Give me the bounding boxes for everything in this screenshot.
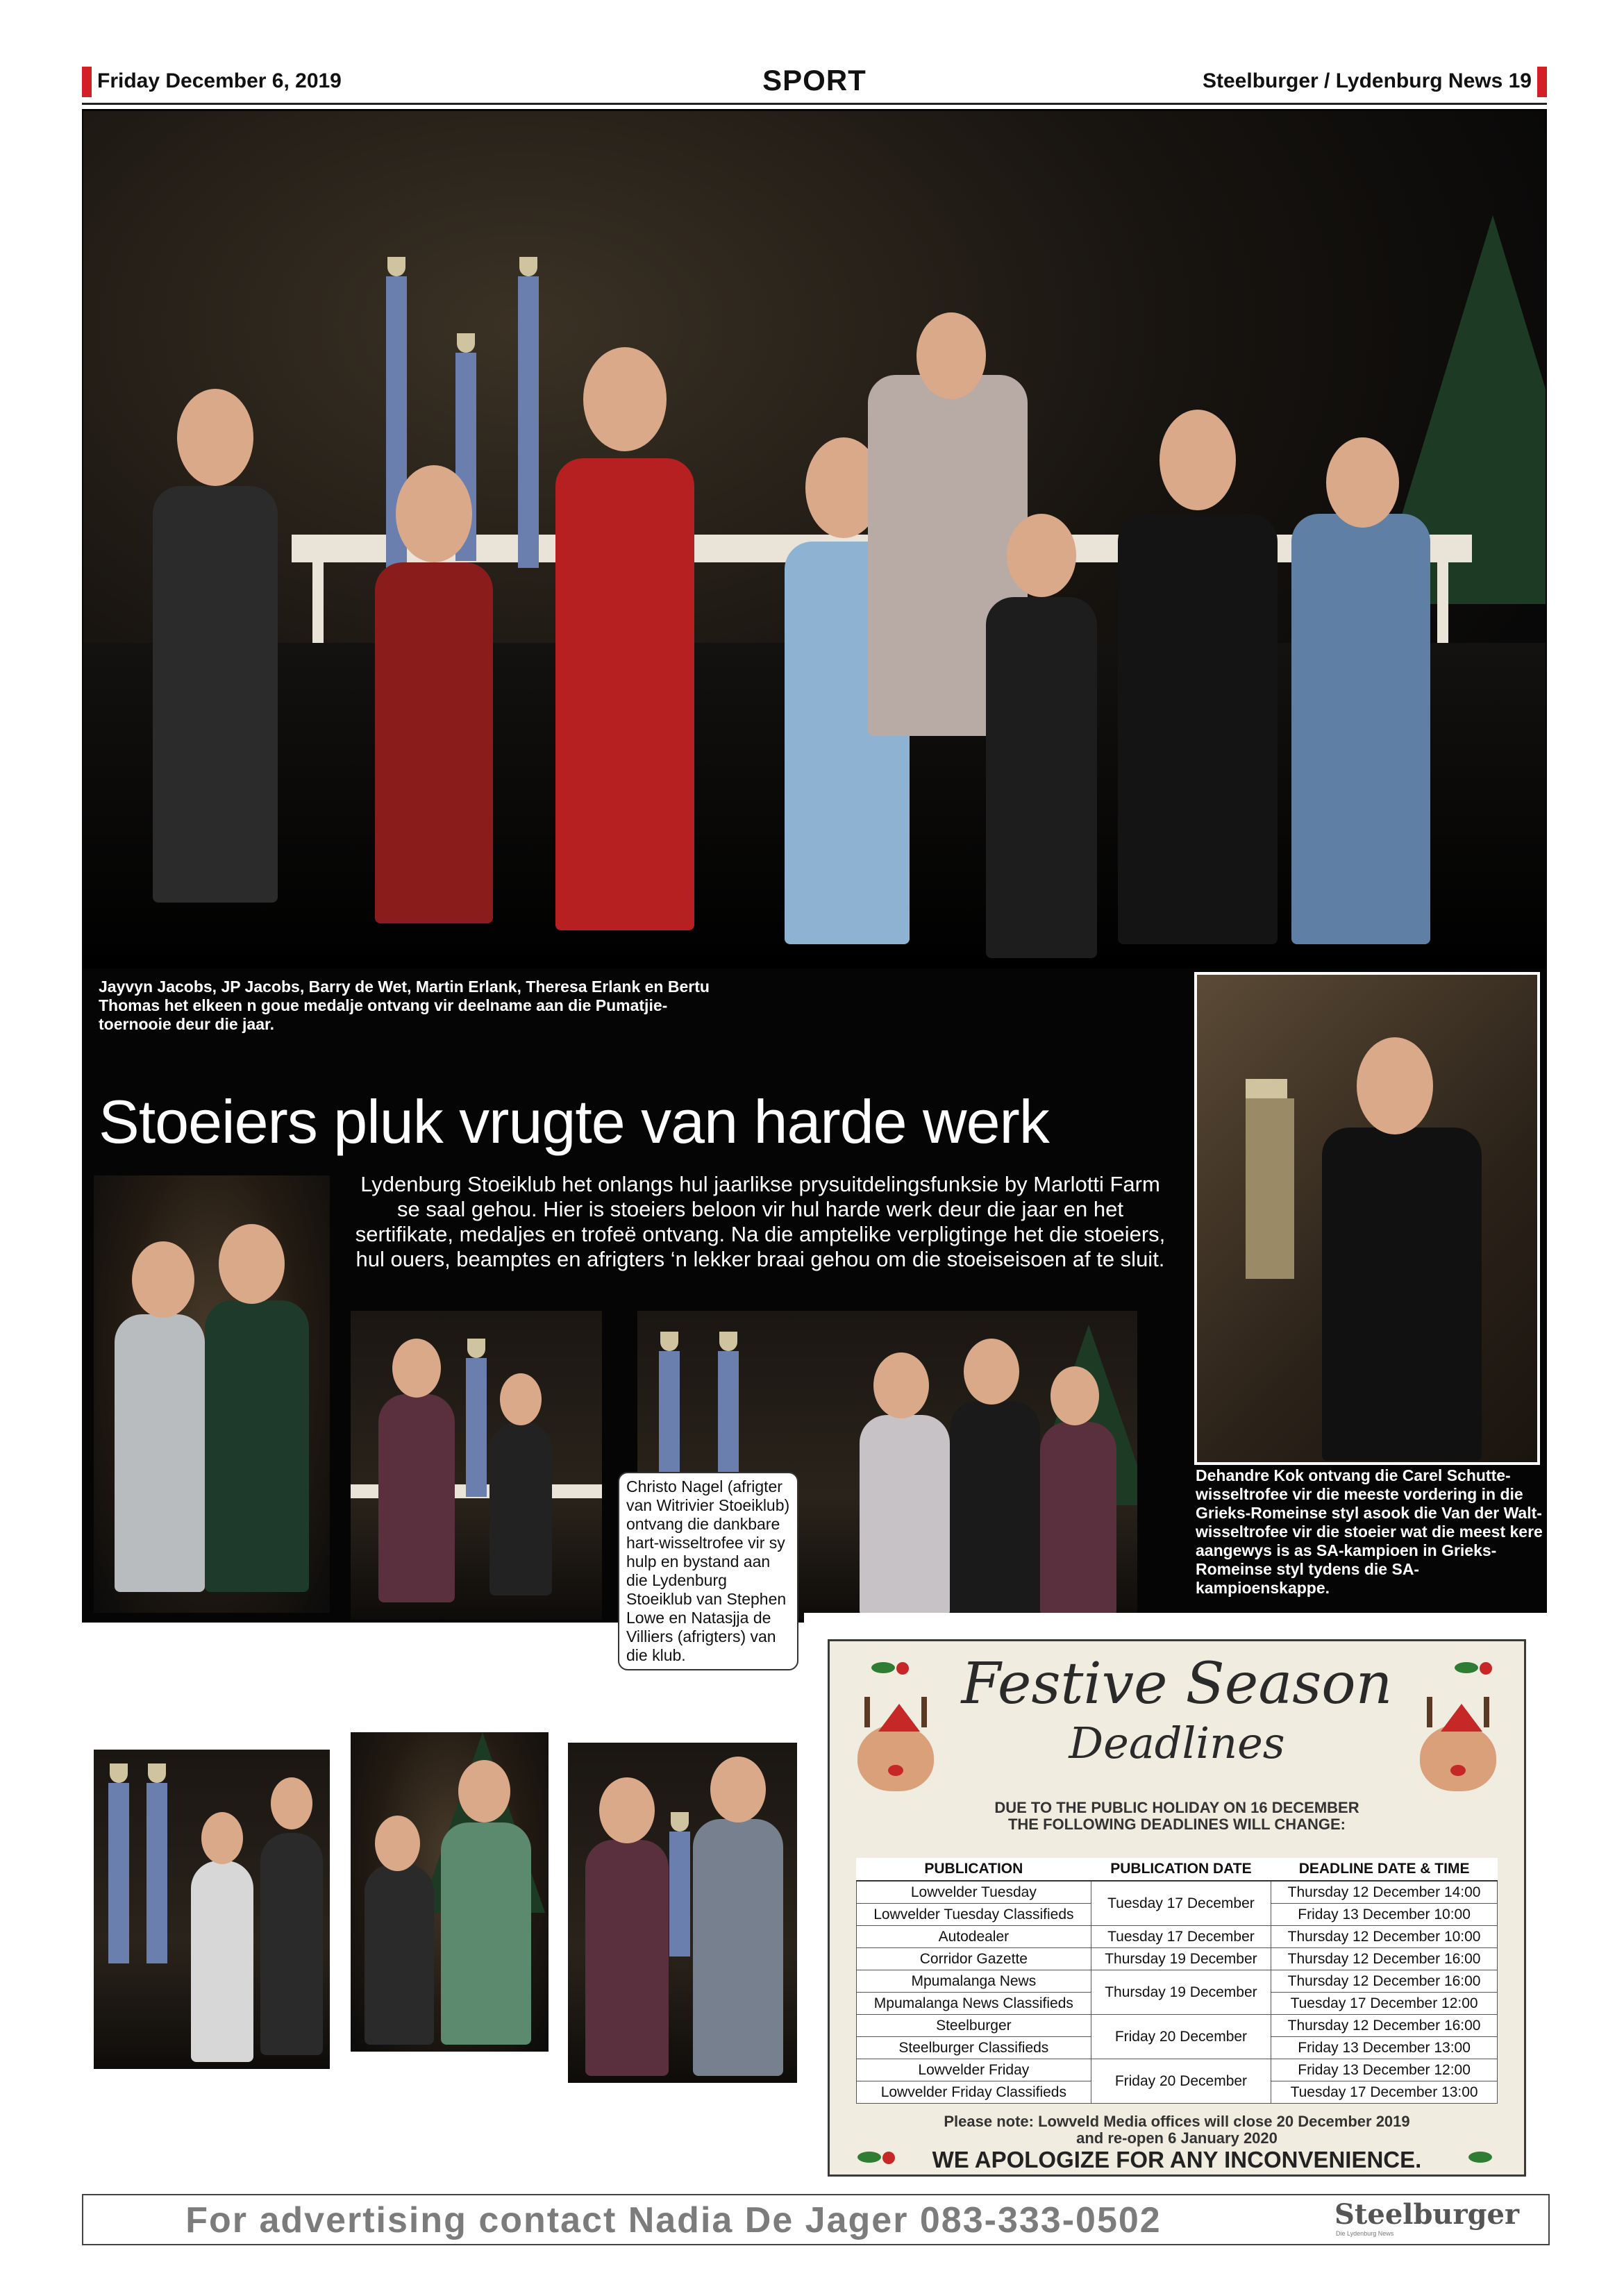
header-paper-page: Steelburger / Lydenburg News 19 (1202, 69, 1532, 92)
advert-title: Festive Season (961, 1651, 1393, 1717)
kok-trophy-photo (1194, 972, 1540, 1465)
column-header-publication: PUBLICATION (857, 1858, 1091, 1881)
table-row: Lowvelder Friday Classifieds Tuesday 17 December 13:00 (857, 2081, 1498, 2104)
advert-panel (828, 1639, 1526, 2177)
siobhan-photo (94, 1750, 330, 2069)
koersvas-caption: Natasjja de Villiers ontvang die koersvasbeampte van die jaar se wisseltrofee van Riaan van Zijl. (569, 2091, 797, 2165)
martin-photo (351, 1732, 549, 2052)
advert-subtitle: DUE TO THE PUBLIC HOLIDAY ON 16 DECEMBER THE FOLLOWING DEADLINES WILL CHANGE: (994, 1799, 1359, 1833)
header-date: Friday December 6, 2019 (97, 69, 342, 92)
page-header (82, 64, 1547, 105)
header-section-title: SPORT (762, 64, 867, 97)
column-header-deadline: DEADLINE DATE & TIME (1271, 1858, 1498, 1881)
article-headline: Stoeiers pluk vrugte van harde werk (99, 1087, 1049, 1156)
table-row: Lowvelder Tuesday Tuesday 17 December Thursday 12 December 14:00 (857, 1881, 1498, 1904)
martin-caption: Martin Erlank ontvang die William Henderson-wisseltrofee vir die beste Pumatjie-stoeier vir 2019. (351, 2052, 546, 2126)
table-row: Steelburger Classifieds Friday 13 December 13:00 (857, 2037, 1498, 2059)
advert-note: Please note: Lowveld Media offices will close 20 December 2019 and re-open 6 January 2020 (944, 2113, 1410, 2147)
table-row: Lowvelder Friday Friday 20 December Friday 13 December 12:00 (857, 2059, 1498, 2081)
header-right-marker (1537, 67, 1547, 97)
table-row: Corridor Gazette Thursday 19 December Thursday 12 December 16:00 (857, 1948, 1498, 1970)
kok-photo-caption: Dehandre Kok ontvang die Carel Schutte-wisseltrofee vir die meeste vordering in die Grieks-Romeinse styl asook die Van der Walt-wisseltrofee vir die stoeier wat die meest kere aangewys is as SA-kampioen in Grieks-Romeinse styl tydens die SA-kampioenskappe. (1196, 1466, 1543, 1597)
table-row: Mpumalanga News Classifieds Tuesday 17 December 12:00 (857, 1993, 1498, 2015)
deadlines-table (856, 1858, 1498, 2104)
main-group-photo (83, 111, 1546, 969)
festive-deadlines-advert (804, 1613, 1547, 2193)
advert-title-sub: Deadlines (1069, 1718, 1285, 1768)
siobhan-caption: Siobhan Labuschagne oorhandig aan Rovuan van Zijl die koersvas-wisseltrofee vir die meeste stoeideelname deur die jaar. (96, 2068, 328, 2161)
table-row: Mpumalanga News Thursday 19 December Thursday 12 December 16:00 (857, 1970, 1498, 1993)
green-smuts-caption: Sebastiaan Green en SJ Smuts het elkeen ‘n medalje ontvang vir betrokkenheid by die jong stoeiers (van twee tot vyf jaar). (96, 1620, 331, 1694)
advertising-footer (82, 2194, 1550, 2245)
article-intro: Lydenburg Stoeiklub het onlangs hul jaarlikse prysuitdelingsfunksie by Marlotti Farm se saal gehou. Hier is stoeiers beloon vir hul harde werk deur die jaar en het sertifikate, medaljes en trofeë ontvang. Na die amptelike verpligtinge het die stoeiers, hul ouers, beamptes en afrigters ‘n lekker braai gehou om die stoeiseisoen af te sluit. (355, 1172, 1166, 1271)
superspar-caption: Natasjja de Villiers oorhandig die SUPERSPAR-wisseltrofee aan Theresa Erlank vir sportstêr van die jaar 2019. (354, 1637, 598, 1711)
advertising-contact: For advertising contact Nadia De Jager 083-333-0502 (185, 2200, 1162, 2240)
column-header-publication-date: PUBLICATION DATE (1091, 1858, 1271, 1881)
steelburger-logo: Steelburger Die Lydenburg News (1334, 2198, 1520, 2237)
koersvas-photo (568, 1743, 797, 2083)
green-smuts-photo (94, 1175, 330, 1613)
nagel-caption: Christo Nagel (afrigter van Witrivier Stoeiklub) ontvang die dankbare hart-wisseltrofee vir sy hulp en bystand aan die Lydenburg Stoeiklub van Stephen Lowe en Natasjja de Villiers (afrigters) van die klub. (618, 1472, 798, 1670)
table-row: Autodealer Tuesday 17 December Thursday 12 December 10:00 (857, 1926, 1498, 1948)
table-row: Lowvelder Tuesday Classifieds Friday 13 December 10:00 (857, 1904, 1498, 1926)
table-row: Steelburger Friday 20 December Thursday 12 December 16:00 (857, 2015, 1498, 2037)
advert-apology: WE APOLOGIZE FOR ANY INCONVENIENCE. (932, 2147, 1422, 2172)
main-photo-caption: Jayvyn Jacobs, JP Jacobs, Barry de Wet, Martin Erlank, Theresa Erlank en Bertu Thomas het elkeen n goue medalje ontvang vir deelname aan die Pumatjie-toernooie deur die jaar. (99, 978, 710, 1033)
superspar-photo (351, 1311, 602, 1620)
